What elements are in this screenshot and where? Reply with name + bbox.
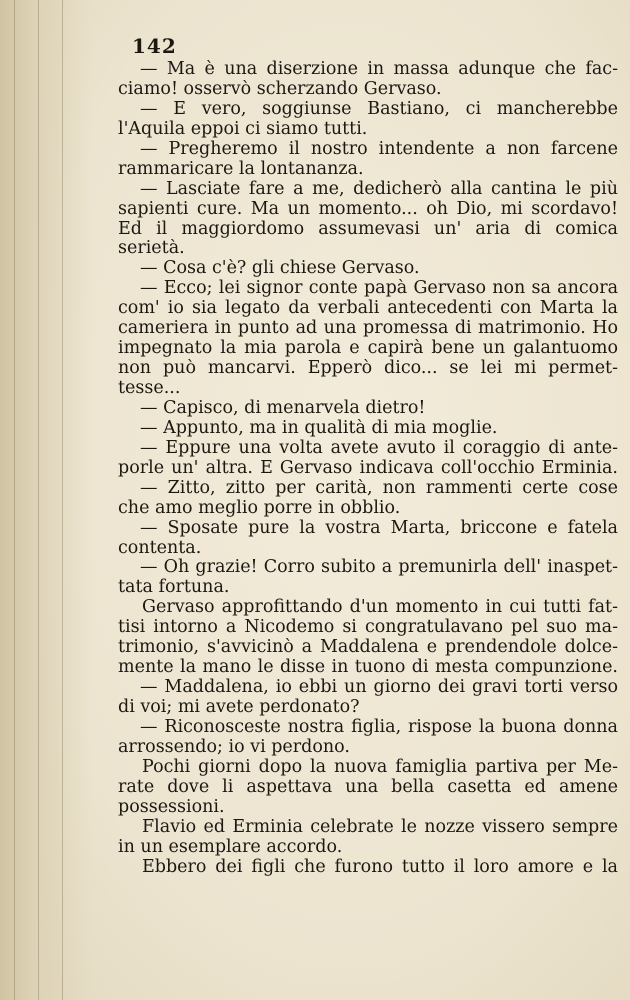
text-line: — Appunto, ma in qualità di mia moglie. <box>140 418 498 438</box>
text-line: di voi; mi avete perdonato? <box>118 698 360 717</box>
page-number: 142 <box>132 34 177 58</box>
text-line: porle un' altra. E Gervaso indicava coll'occhio Erminia. <box>118 458 618 478</box>
text-line: — È vero, soggiunse Bastiano, ci mancherebbe <box>140 99 618 119</box>
text-line: in un esemplare accordo. <box>118 837 343 857</box>
text-line: tesse... <box>118 379 181 398</box>
text-line: Pochi giorni dopo la nuova famiglia partiva per Me- <box>142 757 618 777</box>
text-line: cameriera in punto ad una promessa di matrimonio. Ho <box>118 319 618 339</box>
text-line: — Ma è una diserzione in massa adunque che fac- <box>140 60 618 79</box>
text-line: — Eppure una volta avete avuto il coraggio di ante- <box>140 438 618 458</box>
text-line: Ed il maggiordomo assumevasi un' aria di comica <box>118 219 618 239</box>
text-line: — Oh grazie! Corro subito a premunirla dell' inaspet- <box>140 558 618 578</box>
text-line: mente la mano le disse in tuono di mesta compunzione. <box>118 658 618 678</box>
text-line: — Pregheremo il nostro intendente a non farcene <box>140 139 618 159</box>
page-gutter-shadow <box>0 0 92 1000</box>
text-line: — Ecco; lei signor conte papà Gervaso non sa ancora <box>140 279 618 299</box>
text-line: — Capisco, di menarvela dietro! <box>140 398 426 418</box>
text-line: — Maddalena, io ebbi un giorno dei gravi torti verso <box>140 678 618 698</box>
body-text <box>118 60 618 877</box>
text-line: possessioni. <box>118 797 225 817</box>
text-line: arrossendo; io vi perdono. <box>118 737 350 757</box>
text-line: — Lasciate fare a me, dedicherò alla cantina le più <box>140 179 618 199</box>
text-line: Ebbero dei figli che furono tutto il loro amore e la <box>142 857 618 877</box>
text-line: serietà. <box>118 239 185 259</box>
text-line: l'Aquila eppoi ci siamo tutti. <box>118 119 368 139</box>
text-line: trimonio, s'avvicinò a Maddalena e prendendole dolce- <box>118 638 618 658</box>
text-line: rate dove li aspettava una bella casetta ed amene <box>118 777 618 797</box>
text-line: che amo meglio porre in obblio. <box>118 498 401 518</box>
gutter-crease <box>14 0 15 1000</box>
text-line: sapienti cure. Ma un momento... oh Dio, mi scordavo! <box>118 199 618 219</box>
text-line: — Sposate pure la vostra Marta, briccone e fatela <box>140 518 618 538</box>
text-line: rammaricare la lontananza. <box>118 159 364 179</box>
text-line: impegnato la mia parola e capirà bene un galantuomo <box>118 339 618 359</box>
text-line: Gervaso approfittando d'un momento in cui tutti fat- <box>142 598 618 618</box>
text-line: ciamo! osservò scherzando Gervaso. <box>118 79 442 99</box>
text-line: — Riconosceste nostra figlia, rispose la buona donna <box>140 717 618 737</box>
text-line: com' io sia legato da verbali antecedenti con Marta la <box>118 299 618 319</box>
text-line: tisi intorno a Nicodemo si congratulavano pel suo ma- <box>118 618 618 638</box>
text-line: Flavio ed Erminia celebrate le nozze vissero sempre <box>142 817 618 837</box>
gutter-crease <box>62 0 63 1000</box>
gutter-crease <box>38 0 39 1000</box>
text-line: — Cosa c'è? gli chiese Gervaso. <box>140 259 420 279</box>
text-line: tata fortuna. <box>118 578 230 598</box>
text-line: non può mancarvi. Epperò dico... se lei mi permet- <box>118 359 618 379</box>
text-line: — Zitto, zitto per carità, non rammenti certe cose <box>140 478 618 498</box>
text-line: contenta. <box>118 538 202 558</box>
